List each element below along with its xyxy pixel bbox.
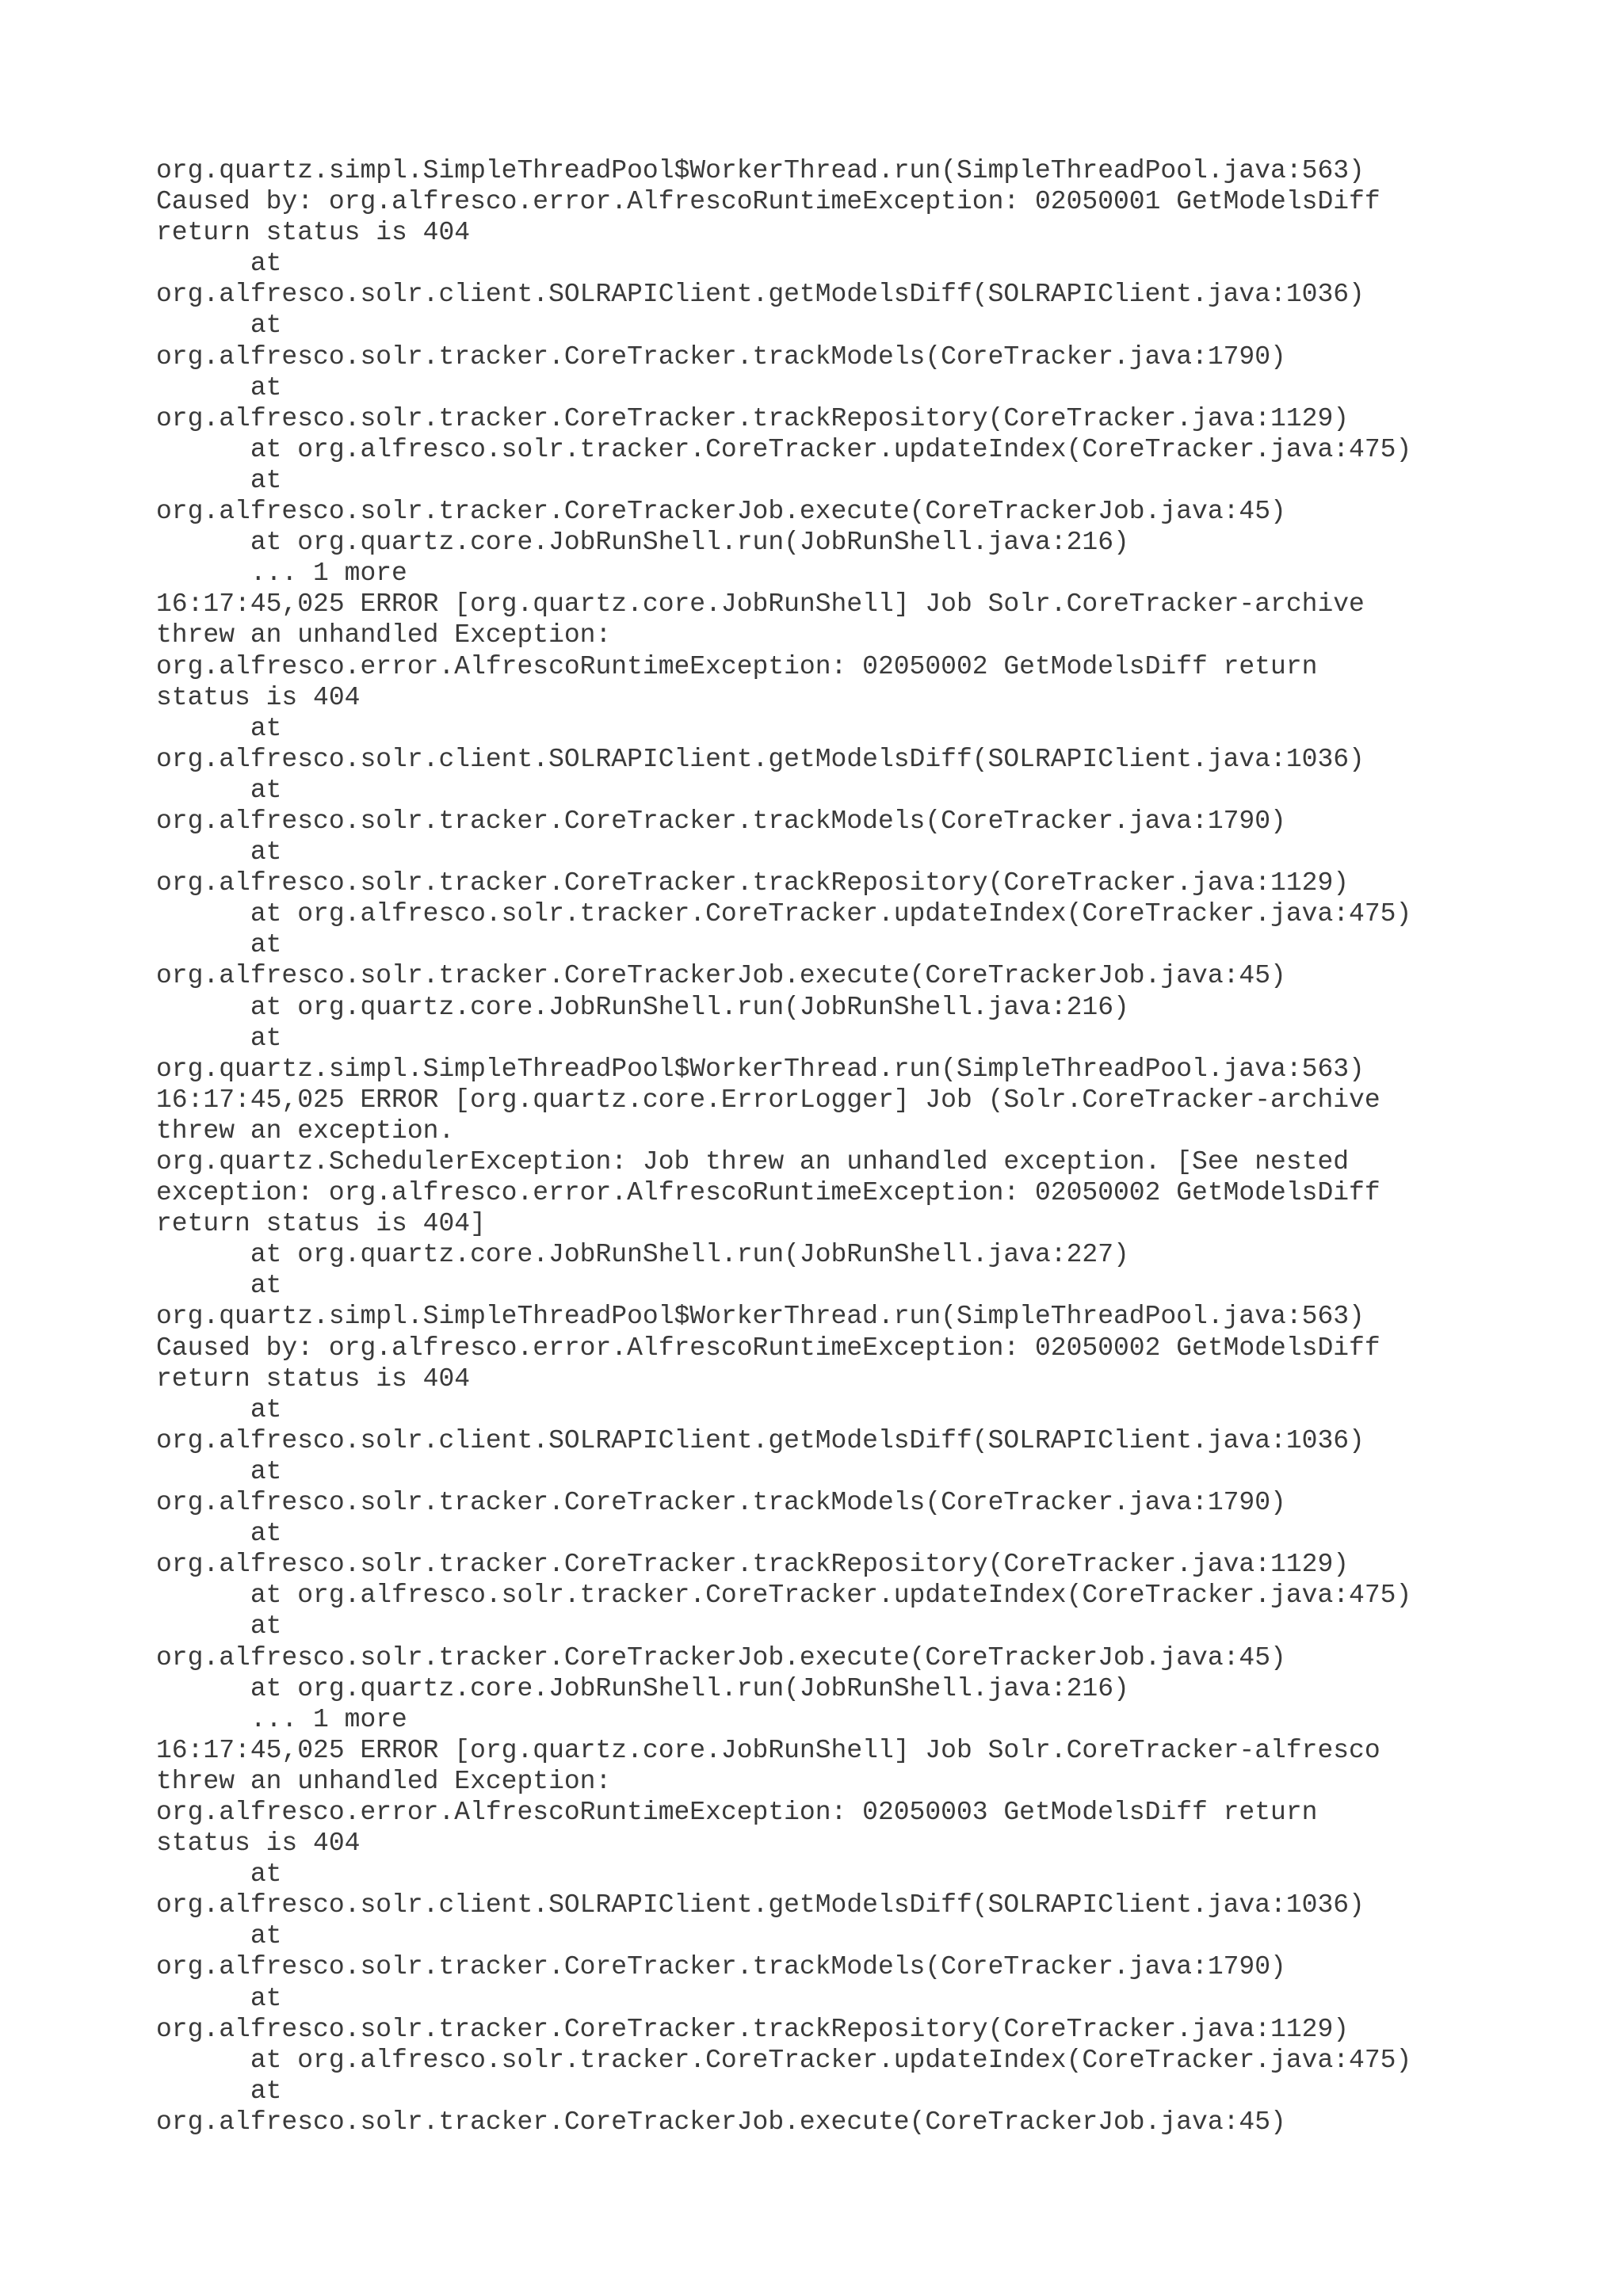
log-line: org.quartz.SchedulerException: Job threw an unhandled exception. [See nested [156,1147,1350,1177]
log-line: at [156,465,282,495]
log-line: at [156,775,282,805]
log-line: at org.quartz.core.JobRunShell.run(JobRunShell.java:216) [156,528,1129,558]
log-line: 16:17:45,025 ERROR [org.quartz.core.ErrorLogger] Job (Solr.CoreTracker-archive [156,1085,1381,1115]
log-line: org.alfresco.solr.tracker.CoreTrackerJob.execute(CoreTrackerJob.java:45) [156,2107,1286,2137]
log-line: at [156,372,282,402]
log-line: threw an unhandled Exception: [156,1766,612,1796]
log-line: at [156,1023,282,1053]
log-line: org.alfresco.solr.client.SOLRAPIClient.getModelsDiff(SOLRAPIClient.java:1036) [156,1890,1365,1920]
log-line: at [156,1456,282,1486]
log-line: org.alfresco.solr.tracker.CoreTracker.trackModels(CoreTracker.java:1790) [156,1488,1286,1518]
log-line: at org.alfresco.solr.tracker.CoreTracker.updateIndex(CoreTracker.java:475) [156,434,1412,464]
log-line: at org.quartz.core.JobRunShell.run(JobRunShell.java:216) [156,1673,1129,1703]
log-line: org.alfresco.solr.tracker.CoreTracker.trackModels(CoreTracker.java:1790) [156,341,1286,372]
log-line: at [156,930,282,960]
log-line: at org.quartz.core.JobRunShell.run(JobRunShell.java:216) [156,992,1129,1022]
log-line: at [156,1921,282,1951]
log-line: return status is 404] [156,1209,486,1239]
log-line: org.alfresco.solr.tracker.CoreTracker.trackRepository(CoreTracker.java:1129) [156,868,1350,898]
log-line: status is 404 [156,1829,361,1859]
log-line: org.quartz.simpl.SimpleThreadPool$WorkerThread.run(SimpleThreadPool.java:563) [156,1302,1365,1332]
log-line: status is 404 [156,682,361,712]
log-line: at org.alfresco.solr.tracker.CoreTracker.updateIndex(CoreTracker.java:475) [156,2045,1412,2075]
log-line: org.alfresco.solr.client.SOLRAPIClient.getModelsDiff(SOLRAPIClient.java:1036) [156,1425,1365,1455]
log-line: at [156,1394,282,1425]
log-line: org.alfresco.solr.tracker.CoreTrackerJob.execute(CoreTrackerJob.java:45) [156,961,1286,991]
log-line: return status is 404 [156,1363,471,1394]
log-line: org.quartz.simpl.SimpleThreadPool$WorkerThread.run(SimpleThreadPool.java:563) [156,1054,1365,1084]
log-line: at [156,249,282,279]
log-line: ... 1 more [156,559,407,589]
log-line: at [156,1611,282,1642]
log-line: at [156,1983,282,2013]
log-line: org.alfresco.solr.tracker.CoreTracker.trackRepository(CoreTracker.java:1129) [156,2014,1350,2044]
log-line: at [156,1519,282,1549]
log-line: org.alfresco.solr.client.SOLRAPIClient.getModelsDiff(SOLRAPIClient.java:1036) [156,744,1365,774]
log-line: org.alfresco.solr.tracker.CoreTracker.trackRepository(CoreTracker.java:1129) [156,1550,1350,1580]
log-line: at [156,713,282,743]
log-line: ... 1 more [156,1704,407,1734]
log-line: at [156,2076,282,2106]
log-line: 16:17:45,025 ERROR [org.quartz.core.JobRunShell] Job Solr.CoreTracker-archive [156,589,1365,620]
log-line: at [156,1271,282,1301]
log-line: Caused by: org.alfresco.error.AlfrescoRuntimeException: 02050002 GetModelsDiff [156,1333,1381,1363]
log-line: return status is 404 [156,218,471,248]
log-line: Caused by: org.alfresco.error.AlfrescoRuntimeException: 02050001 GetModelsDiff [156,187,1381,217]
log-line: threw an unhandled Exception: [156,620,612,650]
log-line: org.alfresco.solr.tracker.CoreTracker.trackModels(CoreTracker.java:1790) [156,1952,1286,1982]
log-line: threw an exception. [156,1116,455,1146]
log-line: org.quartz.simpl.SimpleThreadPool$WorkerThread.run(SimpleThreadPool.java:563) [156,156,1365,185]
log-line: org.alfresco.solr.tracker.CoreTrackerJob.execute(CoreTrackerJob.java:45) [156,1642,1286,1672]
log-line: at [156,837,282,868]
log-line: at [156,1859,282,1890]
log-line: at org.quartz.core.JobRunShell.run(JobRunShell.java:227) [156,1240,1129,1270]
log-line: org.alfresco.error.AlfrescoRuntimeException: 02050003 GetModelsDiff return [156,1797,1318,1827]
log-line: org.alfresco.solr.tracker.CoreTrackerJob.execute(CoreTrackerJob.java:45) [156,497,1286,527]
log-line: at [156,311,282,341]
log-line: org.alfresco.error.AlfrescoRuntimeException: 02050002 GetModelsDiff return [156,651,1318,681]
log-line: org.alfresco.solr.tracker.CoreTracker.trackRepository(CoreTracker.java:1129) [156,403,1350,433]
log-line: 16:17:45,025 ERROR [org.quartz.core.JobRunShell] Job Solr.CoreTracker-alfresco [156,1735,1381,1765]
log-line: at org.alfresco.solr.tracker.CoreTracker.updateIndex(CoreTracker.java:475) [156,899,1412,929]
log-line: at org.alfresco.solr.tracker.CoreTracker.updateIndex(CoreTracker.java:475) [156,1581,1412,1611]
log-line: exception: org.alfresco.error.AlfrescoRuntimeException: 02050002 GetModelsDiff [156,1178,1381,1208]
log-line: org.alfresco.solr.client.SOLRAPIClient.getModelsDiff(SOLRAPIClient.java:1036) [156,280,1365,310]
log-line: org.alfresco.solr.tracker.CoreTracker.trackModels(CoreTracker.java:1790) [156,806,1286,836]
stack-trace-text [156,155,1583,2138]
